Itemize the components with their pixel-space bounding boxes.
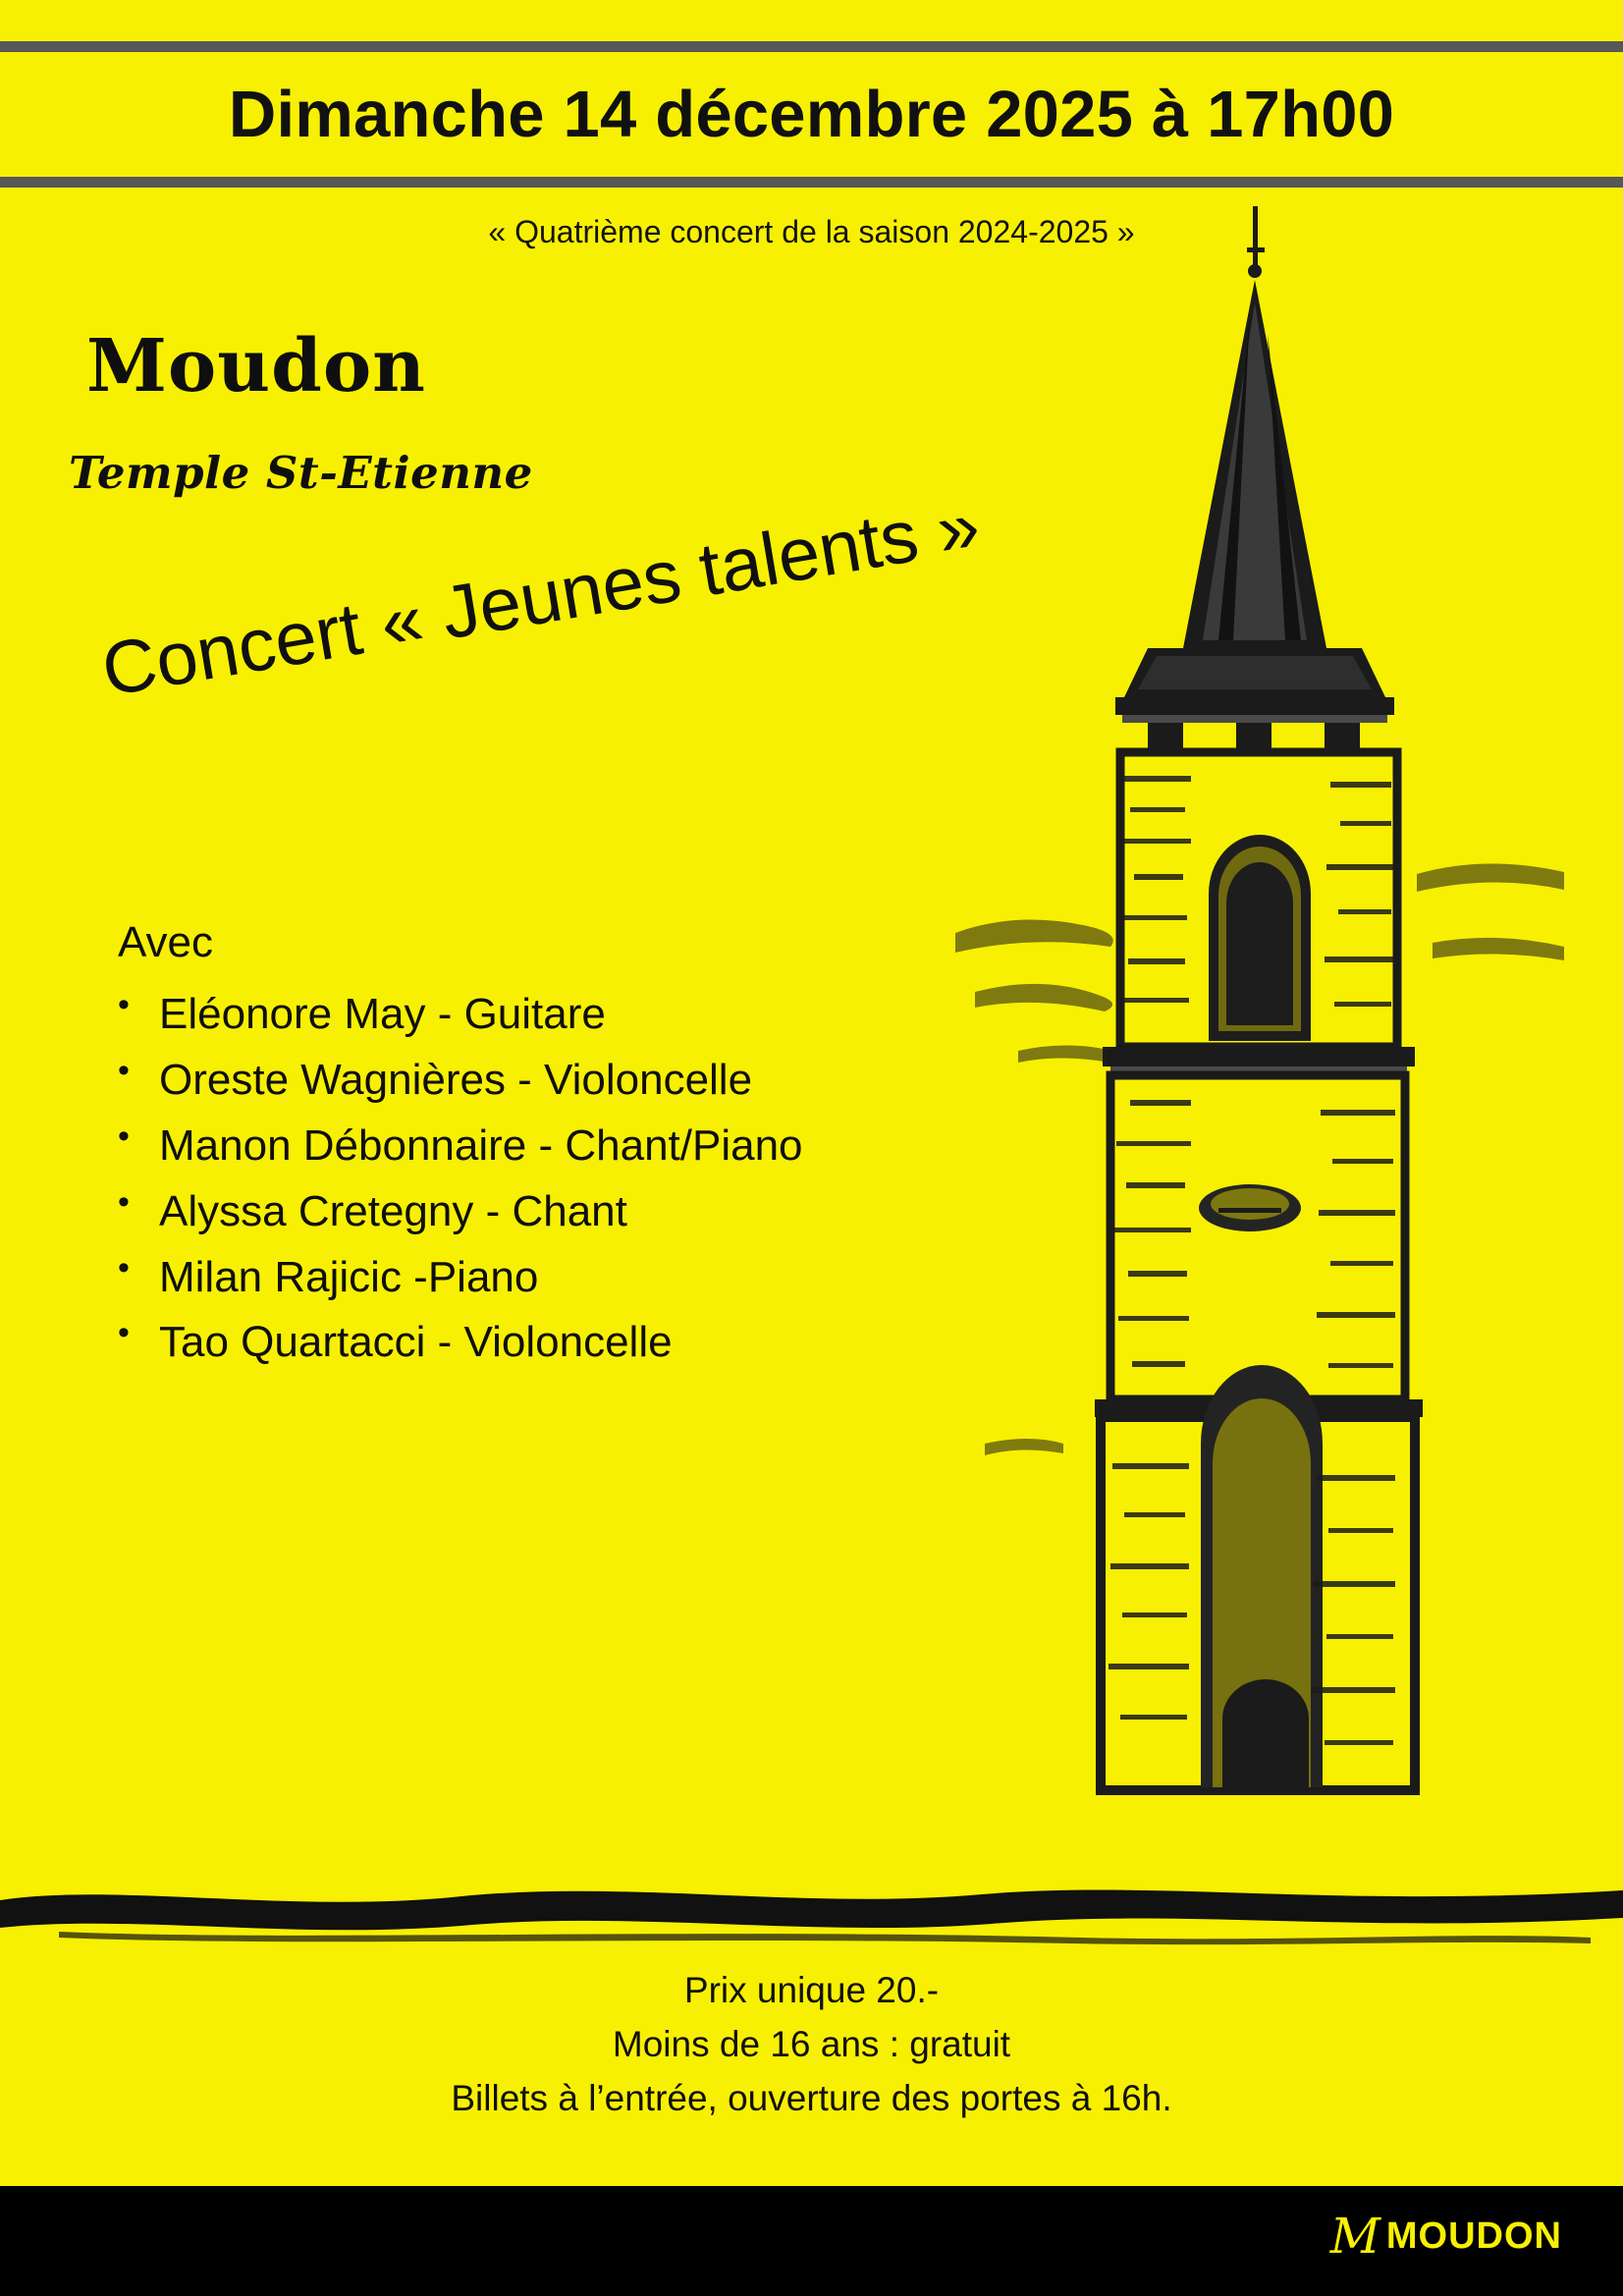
season-subtitle: « Quatrième concert de la saison 2024-2025 »: [488, 214, 1135, 249]
footer-bar: [0, 2186, 1623, 2296]
performers-list: [110, 982, 803, 1376]
list-item: • Oreste Wagnières - Violoncelle: [110, 1048, 803, 1114]
concert-title: Concert « Jeunes talents »: [95, 483, 986, 713]
venue-name: Temple St-Etienne: [69, 447, 533, 499]
top-rule: [0, 41, 1623, 52]
event-date: Dimanche 14 décembre 2025 à 17h00: [228, 77, 1395, 151]
price-line: Prix unique 20.-: [683, 1970, 940, 2010]
list-item: • Eléonore May - Guitare: [110, 982, 803, 1048]
free-under-16-line: Moins de 16 ans : gratuit: [612, 2023, 1011, 2064]
list-item: • Alyssa Cretegny - Chant: [110, 1179, 803, 1245]
logo-text: MOUDON: [1385, 2214, 1562, 2257]
brush-divider: [0, 1871, 1623, 1949]
city-name: Moudon: [86, 324, 426, 409]
ticket-info: [0, 1964, 1623, 2125]
performers-label: Avec: [118, 918, 214, 966]
date-band: [0, 54, 1623, 174]
moudon-logo: [1329, 2208, 1562, 2265]
list-item: • Tao Quartacci - Violoncelle: [110, 1310, 803, 1376]
list-item: • Milan Rajicic -Piano: [110, 1245, 803, 1311]
list-item: • Manon Débonnaire - Chant/Piano: [110, 1114, 803, 1179]
church-tower-illustration: [955, 187, 1564, 1886]
logo-mark-icon: M: [1329, 2208, 1380, 2265]
doors-line: Billets à l’entrée, ouverture des portes à 16h.: [451, 2077, 1172, 2118]
